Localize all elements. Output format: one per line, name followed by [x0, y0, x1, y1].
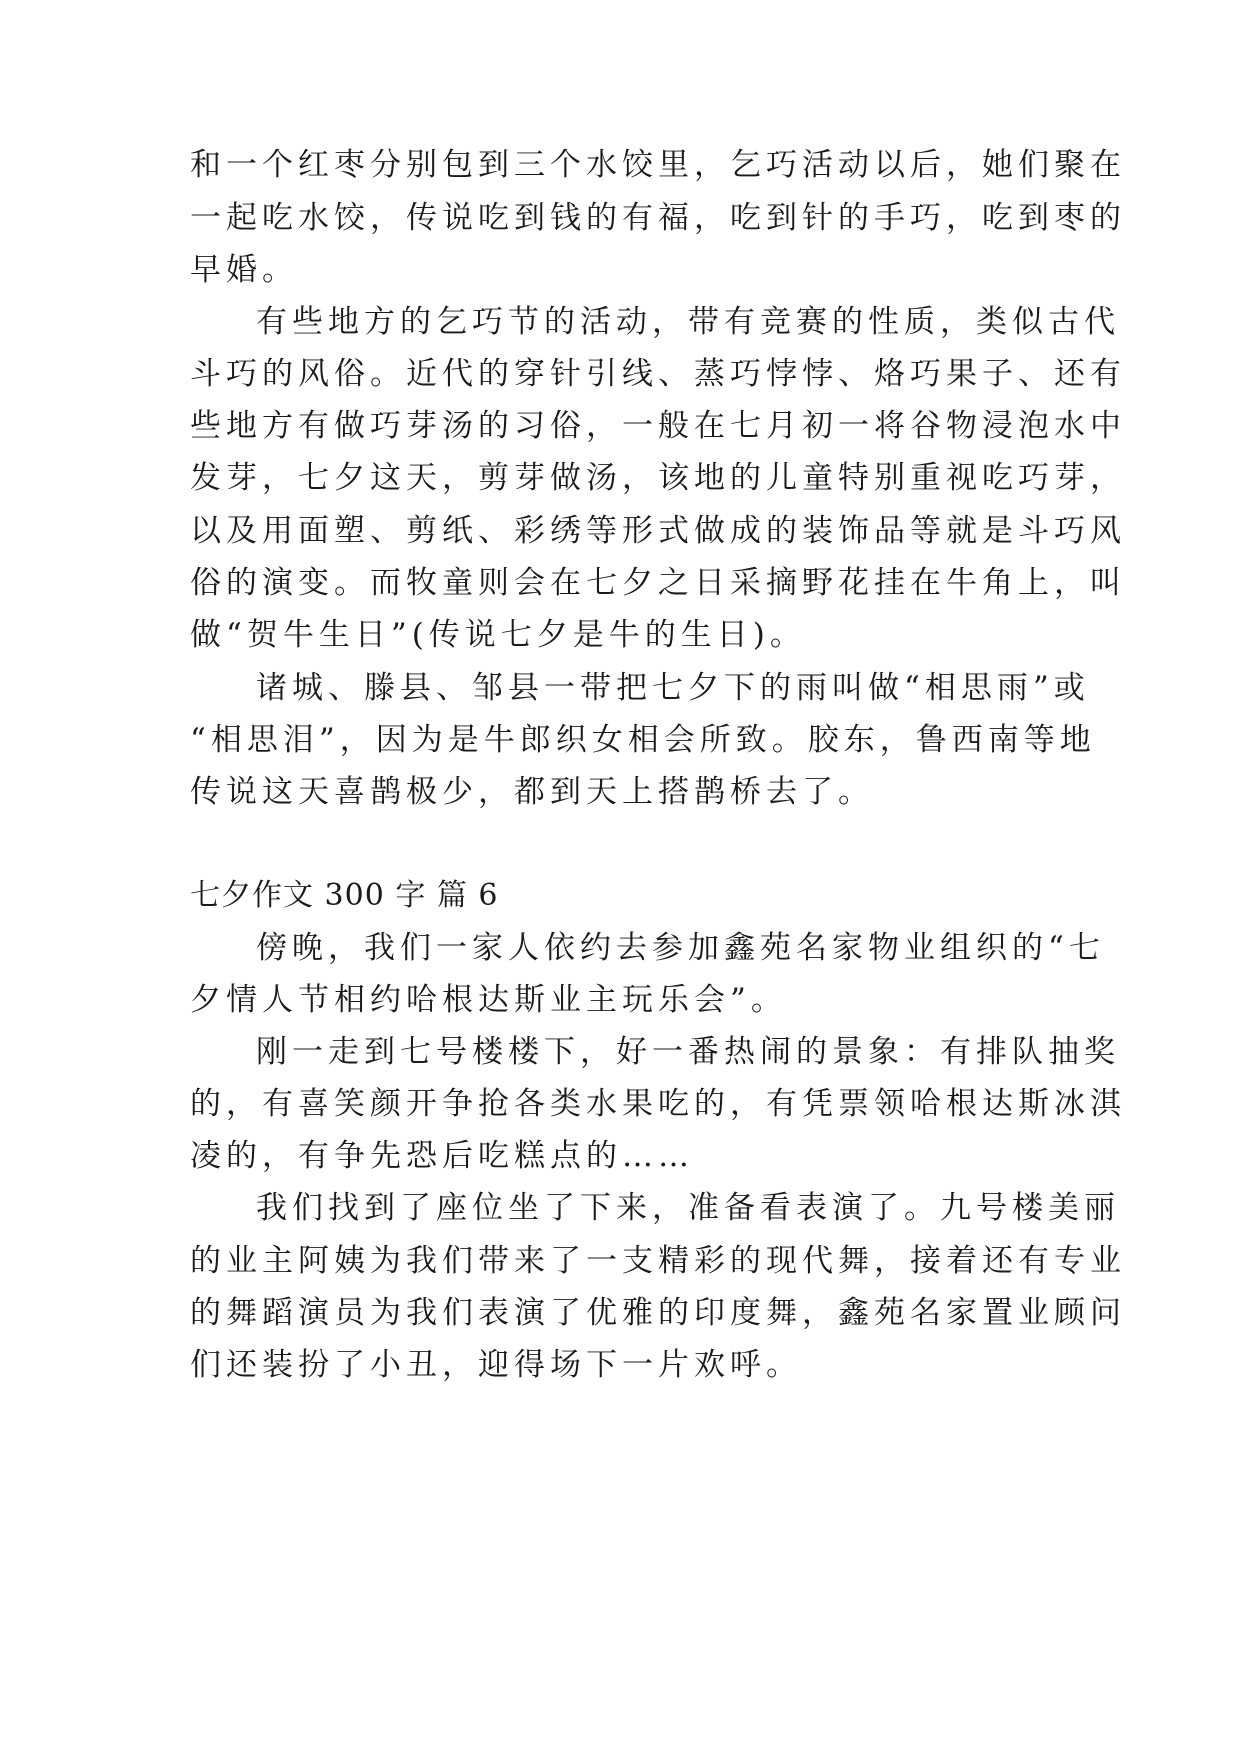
paragraph-2-line-4: 发芽，七夕这天，剪芽做汤，该地的儿童特别重视吃巧芽， — [190, 460, 1126, 496]
paragraph-2-line-7: 做“贺牛生日”(传说七夕是牛的生日)。 — [190, 617, 806, 653]
paragraph-5-line-2: 的，有喜笑颜开争抢各类水果吃的，有凭票领哈根达斯冰淇 — [190, 1086, 1126, 1122]
paragraph-4-line-2: 夕情人节相约哈根达斯业主玩乐会”。 — [190, 982, 787, 1018]
paragraph-3-line-1: 诸城、滕县、邹县一带把七夕下的雨叫做“相思雨”或 — [256, 670, 1090, 706]
paragraph-6-line-1: 我们找到了座位坐了下来，准备看表演了。九号楼美丽 — [256, 1190, 1120, 1226]
paragraph-6-line-4: 们还装扮了小丑，迎得场下一片欢呼。 — [190, 1347, 802, 1383]
paragraph-2-line-3: 些地方有做巧芽汤的习俗，一般在七月初一将谷物浸泡水中 — [190, 408, 1126, 444]
paragraph-2-line-1: 有些地方的乞巧节的活动，带有竞赛的性质，类似古代 — [256, 304, 1120, 340]
paragraph-3-line-3: 传说这天喜鹊极少，都到天上搭鹊桥去了。 — [190, 774, 874, 810]
paragraph-2-line-5: 以及用面塑、剪纸、彩绣等形式做成的装饰品等就是斗巧风 — [190, 513, 1126, 549]
paragraph-3-line-2: “相思泪”，因为是牛郎织女相会所致。胶东，鲁西南等地 — [190, 722, 1096, 758]
paragraph-6-line-3: 的舞蹈演员为我们表演了优雅的印度舞，鑫苑名家置业顾问 — [190, 1295, 1126, 1331]
paragraph-4-line-1: 傍晚，我们一家人依约去参加鑫苑名家物业组织的“七 — [256, 930, 1105, 966]
paragraph-1-line-2: 一起吃水饺，传说吃到钱的有福，吃到针的手巧，吃到枣的 — [190, 200, 1126, 236]
paragraph-1-line-1: 和一个红枣分别包到三个水饺里，乞巧活动以后，她们聚在 — [190, 147, 1126, 183]
paragraph-1-line-3: 早婚。 — [190, 252, 298, 288]
paragraph-5-line-1: 刚一走到七号楼楼下，好一番热闹的景象：有排队抽奖 — [256, 1034, 1120, 1070]
paragraph-5-line-3: 凌的，有争先恐后吃糕点的…… — [190, 1138, 694, 1174]
paragraph-2-line-6: 俗的演变。而牧童则会在七夕之日采摘野花挂在牛角上，叫 — [190, 565, 1126, 601]
paragraph-2-line-2: 斗巧的风俗。近代的穿针引线、蒸巧悖悖、烙巧果子、还有 — [190, 356, 1126, 392]
section-heading: 七夕作文 300 字 篇 6 — [190, 878, 499, 913]
paragraph-6-line-2: 的业主阿姨为我们带来了一支精彩的现代舞，接着还有专业 — [190, 1243, 1126, 1279]
